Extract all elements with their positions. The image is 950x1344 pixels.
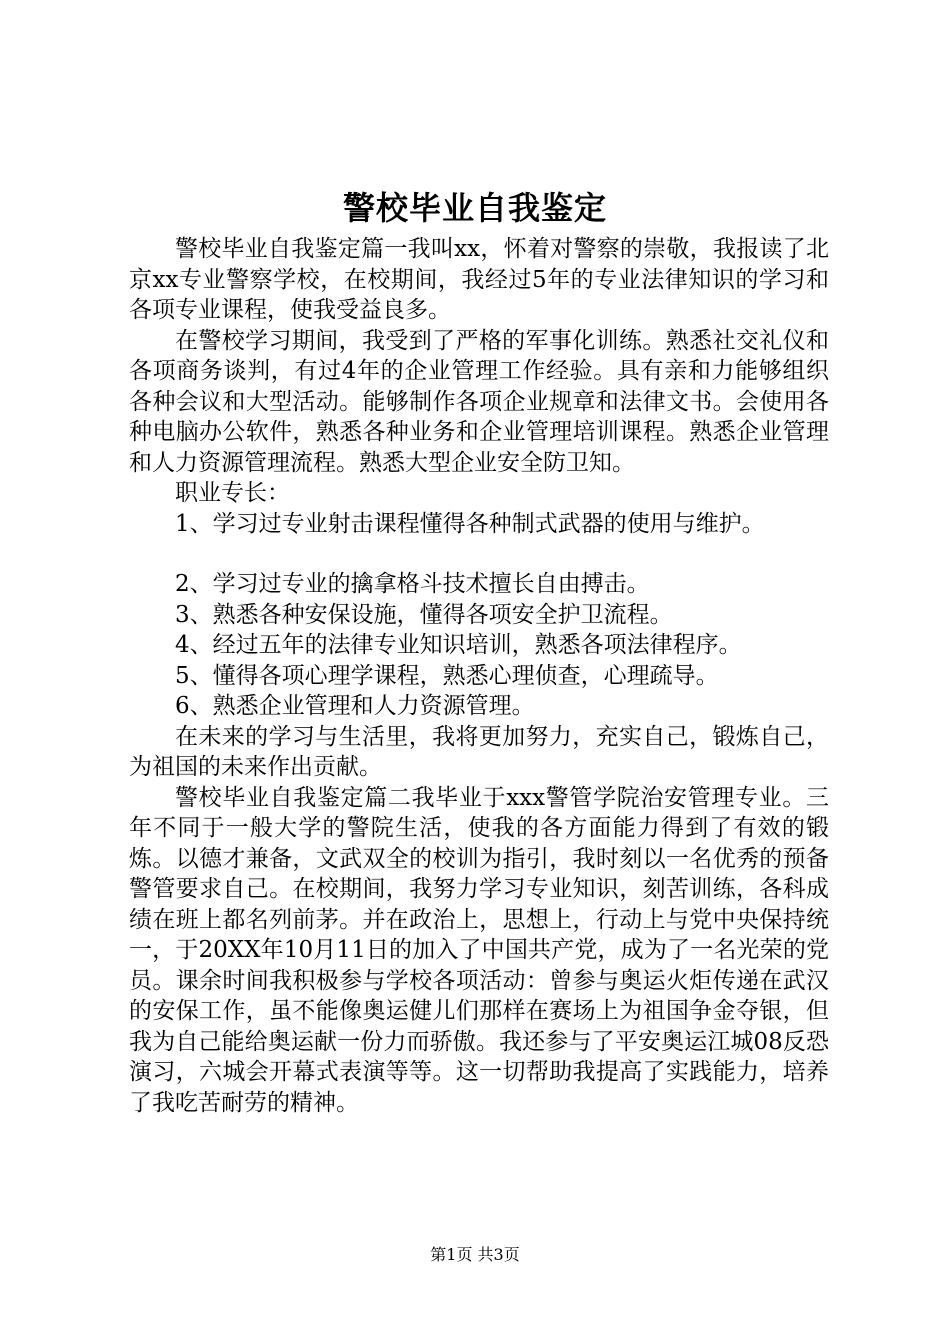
list-item-skill-5: 5、懂得各项心理学课程，熟悉心理侦查，心理疏导。 bbox=[175, 662, 719, 689]
document-body bbox=[129, 234, 829, 1118]
paragraph-intro: 警校毕业自我鉴定篇一我叫xx，怀着对警察的崇敬，我报读了北京xx专业警察学校，在校期间，我经过5年的专业法律知识的学习和各项专业课程，使我受益良多。 bbox=[129, 236, 829, 323]
list-item-skill-4: 4、经过五年的法律专业知识培训，熟悉各项法律程序。 bbox=[175, 632, 742, 658]
document-title: 警校毕业自我鉴定 bbox=[342, 189, 607, 227]
paragraph-training: 在警校学习期间，我受到了严格的军事化训练。熟悉社交礼仪和各项商务谈判，有过4年的企业管理工作经验。具有亲和力能够组织各种会议和大型活动。能够制作各项企业规章和法律文书。会使用各种电脑办公软件，熟悉各种业务和企业管理培训课程。熟悉企业管理和人力资源管理流程。熟悉大型企业安全防卫知。 bbox=[129, 327, 829, 476]
page-number-footer: 第1页 共3页 bbox=[430, 1245, 520, 1264]
list-item-skill-2: 2、学习过专业的擒拿格斗技术擅长自由搏击。 bbox=[175, 571, 650, 597]
paragraph-skills-heading: 职业专长： bbox=[175, 480, 290, 506]
paragraph-second-article: 警校毕业自我鉴定篇二我毕业于xxx警管学院治安管理专业。三年不同于一般大学的警院生活，使我的各方面能力得到了有效的锻炼。以德才兼备，文武双全的校训为指引，我时刻以一名优秀的预备警管要求自己。在校期间，我努力学习专业知识，刻苦训练，各科成绩在班上都名列前茅。并在政治上，思想上，行动上与党中央保持统一，于20XX年10月11日的加入了中国共产党，成为了一名光荣的党员。课余时间我积极参与学校各项活动：曾参与奥运火炬传递在武汉的安保工作，虽不能像奥运健儿们那样在赛场上为祖国争金夺银，但我为自己能给奥运献一份力而骄傲。我还参与了平安奥运江城08反恐演习，六城会开幕式表演等等。这一切帮助我提高了实践能力，培养了我吃苦耐劳的精神。 bbox=[129, 784, 829, 1116]
list-item-skill-1: 1、学习过专业射击课程懂得各种制式武器的使用与维护。 bbox=[175, 510, 765, 537]
paragraph-future: 在未来的学习与生活里，我将更加努力，充实自己，锻炼自己，为祖国的未来作出贡献。 bbox=[129, 723, 829, 780]
list-item-skill-6: 6、熟悉企业管理和人力资源管理。 bbox=[175, 693, 535, 719]
list-item-skill-3: 3、熟悉各种安保设施，懂得各项安全护卫流程。 bbox=[175, 601, 673, 628]
